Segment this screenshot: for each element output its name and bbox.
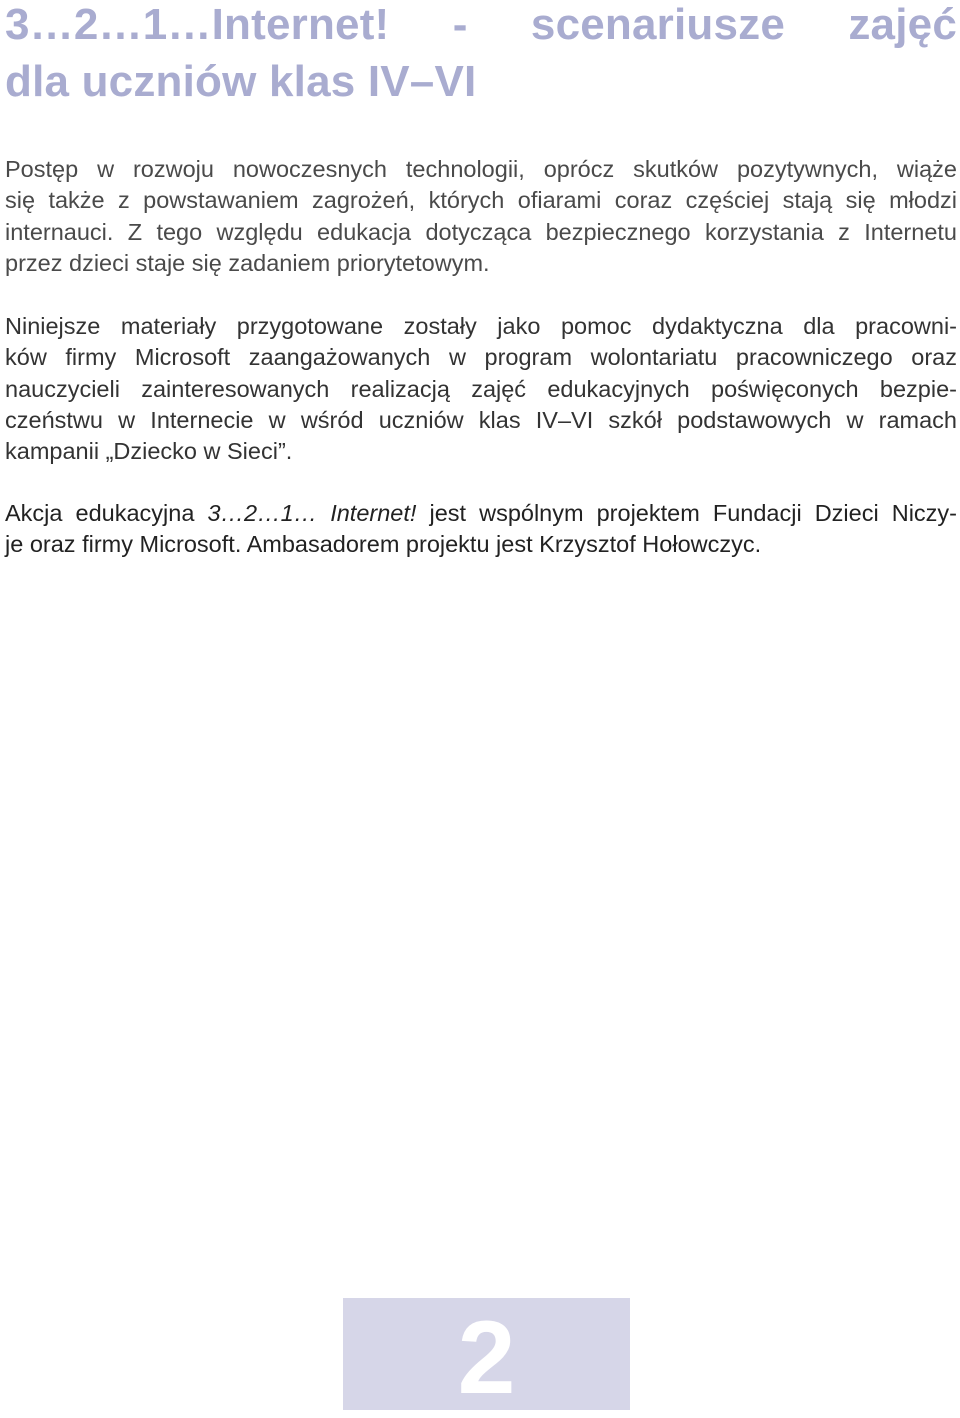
- paragraph-line: [5, 498, 957, 529]
- paragraph-campaign: [5, 498, 957, 561]
- title-word: scenariusze: [530, 0, 786, 49]
- campaign-name: 3…2…1… Internet!: [207, 500, 417, 526]
- title-word: -: [452, 0, 468, 49]
- paragraph-line: ków firmy Microsoft zaangażowanych w program wolontariatu pracowniczego oraz: [5, 344, 957, 371]
- paragraph-line: kampanii „Dziecko w Sieci”.: [5, 438, 293, 465]
- paragraph-line: czeństwu w Internecie w wśród uczniów klas IV–VI szkół podstawowych w ramach: [5, 406, 957, 433]
- page-title: [5, 0, 957, 110]
- page-number: 2: [457, 1300, 516, 1416]
- paragraph-line: je oraz firmy Microsoft. Ambasadorem projektu jest Krzysztof Hołowczyc.: [5, 531, 762, 558]
- paragraph-line: Postęp w rozwoju nowoczesnych technologii, oprócz skutków pozytywnych, wiąże: [5, 156, 957, 182]
- title-line-2: dla uczniów klas IV–VI: [5, 57, 477, 106]
- paragraph-line: przez dzieci staje się zadaniem priorytetowym.: [5, 249, 490, 276]
- paragraph-line: się także z powstawaniem zagrożeń, których ofiarami coraz częściej stają się młodzi: [5, 187, 957, 214]
- paragraph-line: internauci. Z tego względu edukacja dotycząca bezpiecznego korzystania z Internetu: [5, 218, 957, 245]
- paragraph-line: Niniejsze materiały przygotowane zostały jako pomoc dydaktyczna dla pracowni-: [5, 313, 957, 339]
- paragraph-materials: [5, 311, 957, 467]
- title-line-1: [5, 0, 957, 53]
- paragraph-intro: [5, 154, 957, 279]
- paragraph-line: nauczycieli zainteresowanych realizacją zajęć edukacyjnych poświęconych bezpie-: [5, 375, 957, 402]
- page-number-badge: [343, 1298, 630, 1416]
- title-word: 3…2…1…Internet!: [5, 0, 390, 49]
- campaign-text-prefix: Akcja edukacyjna: [5, 500, 208, 526]
- campaign-text-suffix: jest wspólnym projektem Fundacji Dzieci Niczy-: [416, 500, 957, 526]
- title-word: zajęć: [848, 0, 957, 49]
